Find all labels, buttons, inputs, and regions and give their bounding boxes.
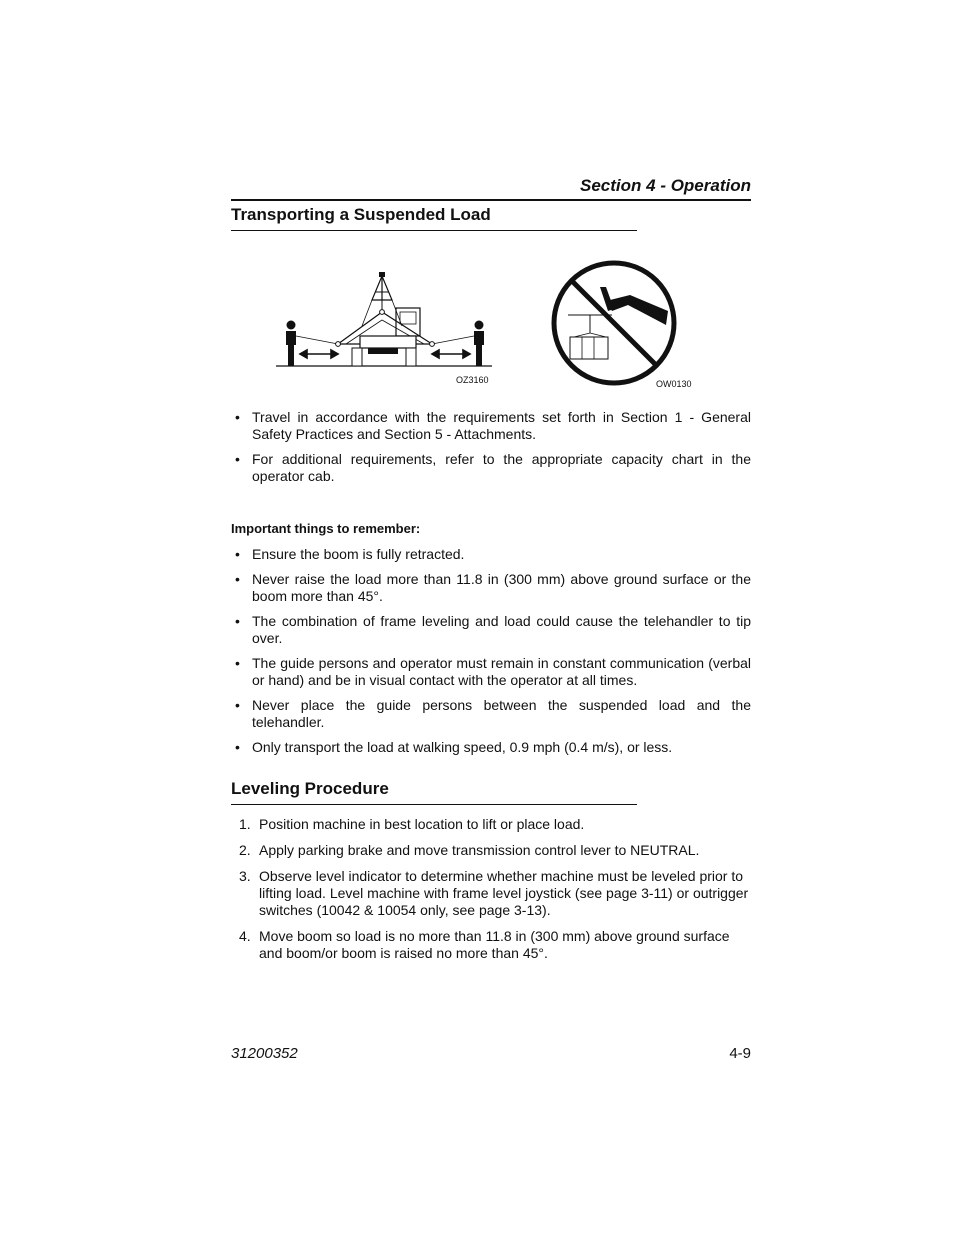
page-number: 4-9: [729, 1045, 751, 1062]
transport-bullets: [231, 409, 751, 493]
prohibition-sign-icon: [548, 259, 680, 387]
list-item: • Ensure the boom is fully retracted.: [235, 546, 465, 562]
list-item: • The guide persons and operator must remain in constant communication (verbal or hand) and be in visual contact with the operator at all times.: [235, 655, 751, 688]
figure-code-left: OZ3160: [456, 375, 489, 385]
page-footer: [231, 1045, 751, 1062]
prohibited-lift-illustration: [548, 259, 698, 395]
list-item: • Never raise the load more than 11.8 in (300 mm) above ground surface or the boom more than 45°.: [235, 571, 751, 604]
suspended-load-illustration: [276, 270, 498, 390]
transport-heading: Transporting a Suspended Load: [231, 205, 637, 231]
list-item: 1. Position machine in best location to lift or place load.: [239, 816, 585, 832]
list-item: • Only transport the load at walking speed, 0.9 mph (0.4 m/s), or less.: [235, 739, 673, 755]
telehandler-guide-persons-icon: [276, 270, 498, 370]
remember-bullets: [231, 546, 751, 764]
remember-heading: Important things to remember:: [231, 521, 421, 536]
document-number: 31200352: [231, 1045, 298, 1062]
leveling-heading: Leveling Procedure: [231, 779, 637, 805]
leveling-steps: [231, 816, 751, 971]
section-header: Section 4 - Operation: [231, 176, 751, 201]
list-item: 2. Apply parking brake and move transmission control lever to NEUTRAL.: [239, 842, 700, 858]
list-item: 4. Move boom so load is no more than 11.8 in (300 mm) above ground surface and boom/or boom is raised no more than 45°.: [239, 928, 730, 961]
list-item: • Never place the guide persons between the suspended load and the telehandler.: [235, 697, 751, 730]
list-item: • Travel in accordance with the requirements set forth in Section 1 - General Safety Practices and Section 5 - Attachments.: [235, 409, 751, 442]
list-item: • For additional requirements, refer to the appropriate capacity chart in the operator cab.: [235, 451, 751, 484]
list-item: 3. Observe level indicator to determine whether machine must be leveled prior to lifting load. Level machine with frame level joystick (see page 3-11) or outrigger switches (10042 & 10054 only, see page 3-13).: [239, 868, 749, 918]
list-item: • The combination of frame leveling and load could cause the telehandler to tip over.: [235, 613, 751, 646]
figure-code-right: OW0130: [656, 379, 692, 389]
